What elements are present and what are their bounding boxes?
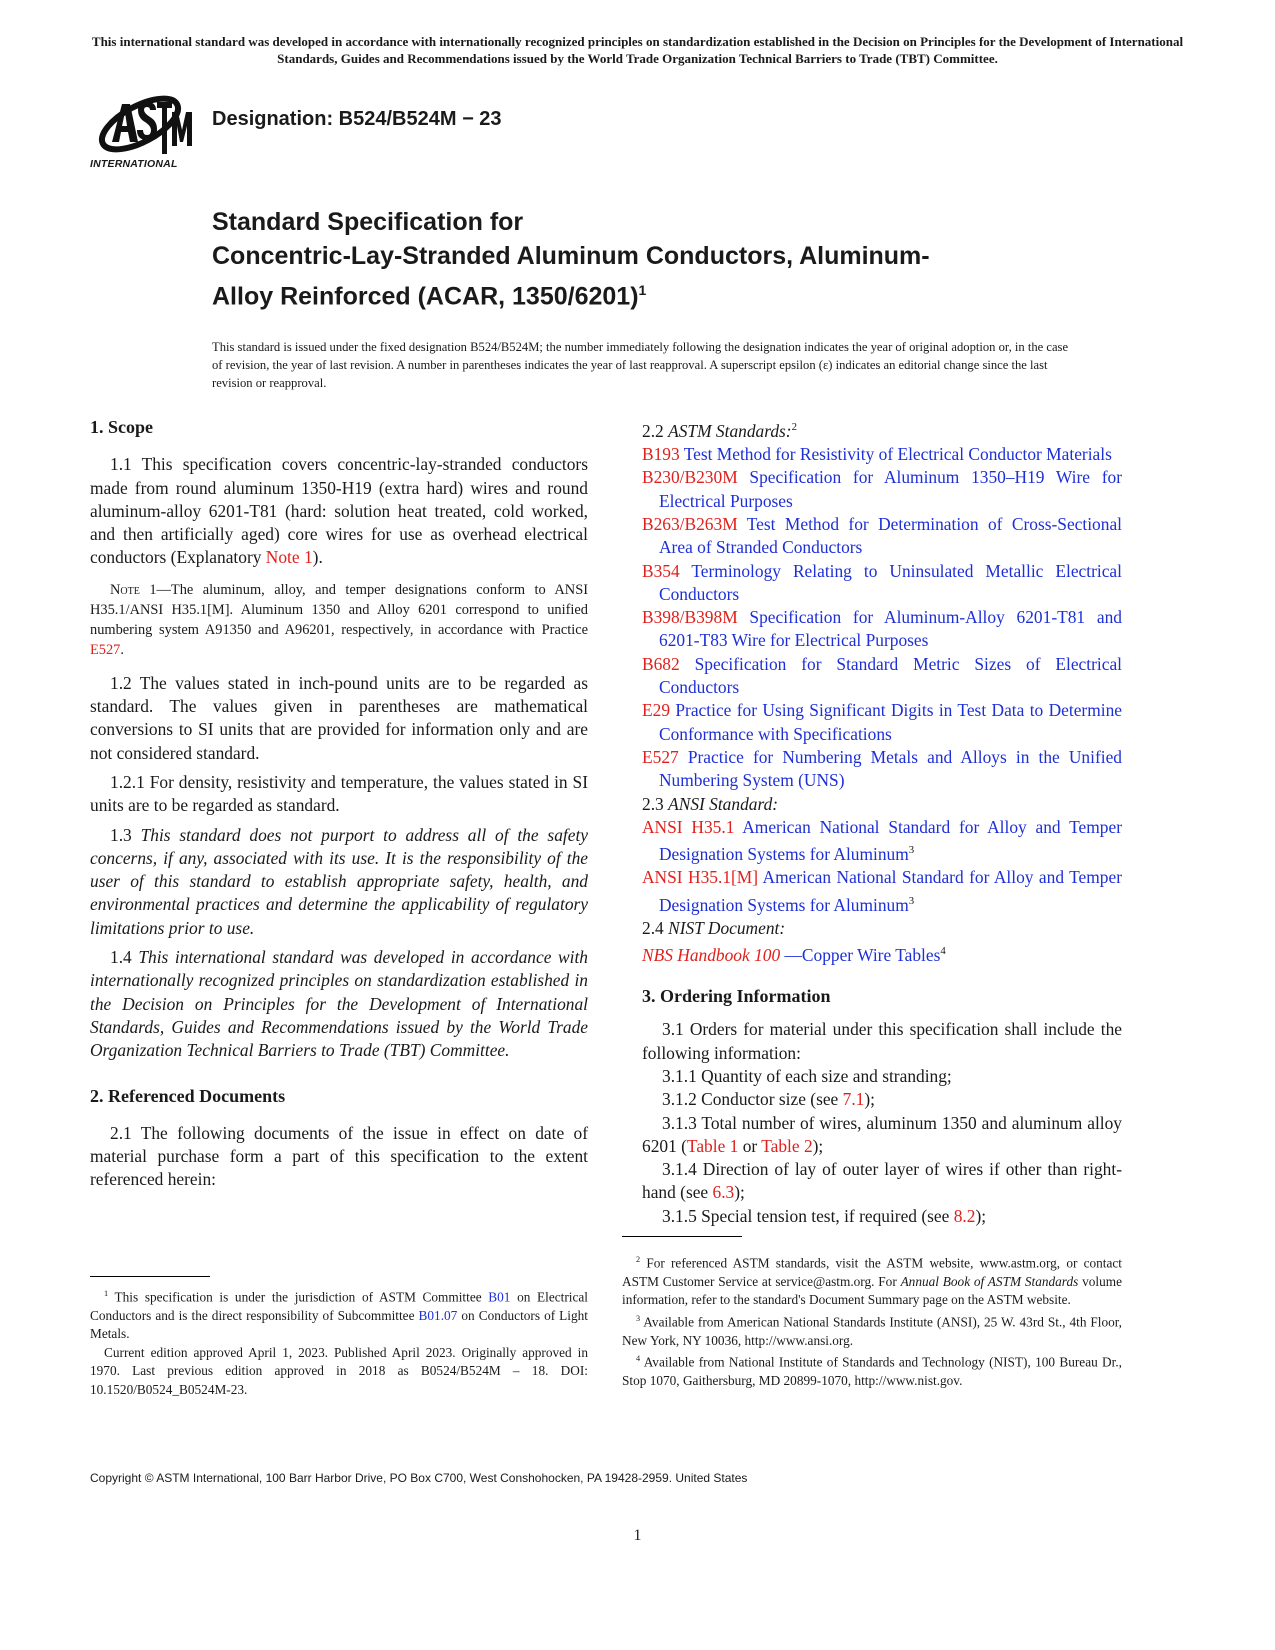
logo-text: INTERNATIONAL xyxy=(90,158,178,170)
nist-code-link[interactable]: NBS Handbook 100 xyxy=(642,944,781,965)
page-number: 1 xyxy=(633,1527,642,1544)
ansi-standard-title-link[interactable]: American National Standard for Alloy and Temper Designation Systems for Aluminum xyxy=(659,867,1122,915)
ansi-standard-code-link[interactable]: ANSI H35.1[M] xyxy=(642,867,759,888)
top-notice: This international standard was developed in accordance with internationally recognized principles on standardization established in the Decision on Principles for the Development of International Standards, Guides and Recommendations issued by the World Trade Organization Technical Barriers to Trade (TBT) Committee. xyxy=(91,34,1184,66)
ansi-standard-reference xyxy=(642,816,1122,866)
para-3-1-5: 3.1.5 Special tension test, if required (see 8.2); xyxy=(662,1205,987,1226)
astm-standard-title-link[interactable]: Test Method for Resistivity of Electrical Conductor Materials xyxy=(679,444,1112,465)
ansi-standard-label: 2.3 ANSI Standard: xyxy=(642,793,779,814)
astm-standard-code-link[interactable]: B230/B230M xyxy=(642,467,738,488)
title-footnote-mark: 1 xyxy=(638,282,647,298)
note-1: Note 1—The aluminum, alloy, and temper designations conform to ANSI H35.1/ANSI H35.1[M]. Aluminum 1350 and Alloy 6201 correspond to unified numbering system A91350 and A96201, respectively, in accordance with Practice E527. xyxy=(90,581,588,658)
astm-standards-list xyxy=(642,443,1122,792)
astm-standard-reference xyxy=(642,443,1122,466)
astm-standards-label: 2.2 ASTM Standards:$^2$ xyxy=(642,420,797,441)
footnote-4: $^4$ Available from National Institute of Standards and Technology (NIST), 100 Bureau Dr., Stop 1070, Gaithersburg, MD 20899-1070, http://www.nist.gov. xyxy=(622,1354,1122,1389)
designation: Designation: B524/B524M − 23 xyxy=(212,108,502,130)
astm-standard-title-link[interactable]: Specification for Standard Metric Sizes of Electrical Conductors xyxy=(659,653,1122,698)
ansi-standard-reference xyxy=(642,866,1122,916)
title-line-3: Alloy Reinforced (ACAR, 1350/6201)$^1$ xyxy=(212,282,647,311)
para-2-1: 2.1 The following documents of the issue in effect on date of material purchase form a part of this specification to the extent referenced herein: xyxy=(90,1122,588,1190)
para-1-2: 1.2 The values stated in inch-pound units are to be regarded as standard. The values given in parentheses are mathematical conversions to SI units that are provided for information only and are not considered standard. xyxy=(90,672,588,763)
astm-standard-code-link[interactable]: B193 xyxy=(642,444,680,465)
para-3-1-2: 3.1.2 Conductor size (see 7.1); xyxy=(662,1089,875,1110)
footnote-rule xyxy=(90,1276,210,1277)
nist-document-label: 2.4 NIST Document: xyxy=(642,917,786,938)
link-8-2[interactable]: 8.2 xyxy=(953,1205,976,1226)
ansi-standards-list xyxy=(642,816,1122,917)
footnote-mark: 3 xyxy=(908,894,915,907)
astm-standard-code-link[interactable]: B354 xyxy=(642,560,680,581)
astm-standard-reference xyxy=(642,560,1122,607)
link-7-1[interactable]: 7.1 xyxy=(842,1089,865,1110)
astm-standard-code-link[interactable]: E29 xyxy=(642,700,671,721)
section-3-heading: 3. Ordering Information xyxy=(642,986,831,1007)
section-1-heading: 1. Scope xyxy=(90,417,153,437)
astm-standard-code-link[interactable]: B398/B398M xyxy=(642,607,738,628)
para-3-1-4: 3.1.4 Direction of lay of outer layer of wires if other than right-hand (see 6.3); xyxy=(642,1159,1122,1203)
copyright-line: Copyright © ASTM International, 100 Barr Harbor Drive, PO Box C700, West Conshohocken, PA 19428-2959. United States xyxy=(90,1471,748,1485)
astm-standard-title-link[interactable]: Specification for Aluminum 1350–H19 Wire for Electrical Purposes xyxy=(659,467,1122,511)
astm-standard-title-link[interactable]: Practice for Using Significant Digits in Test Data to Determine Conformance with Specifications xyxy=(659,700,1122,744)
right-column xyxy=(642,416,1122,1228)
footnotes-right xyxy=(622,1236,1122,1391)
astm-standard-code-link[interactable]: B682 xyxy=(642,653,680,674)
table-2-link[interactable]: Table 2 xyxy=(761,1135,813,1156)
astm-logo xyxy=(90,84,202,180)
para-3-1-3: 3.1.3 Total number of wires, aluminum 1350 and aluminum alloy 6201 (Table 1 or Table 2); xyxy=(642,1112,1122,1156)
astm-standard-reference xyxy=(642,466,1122,513)
note-1-link[interactable]: Note 1 xyxy=(265,547,313,568)
para-3-1: 3.1 Orders for material under this specification shall include the following information: xyxy=(642,1019,1122,1063)
footnote-rule xyxy=(622,1236,742,1237)
footnote-1: $^1$ This specification is under the jurisdiction of ASTM Committee B01 on Electrical Conductors and is the direct responsibility of Subcommittee B01.07 on Conductors of Light Metals. xyxy=(90,1289,588,1342)
astm-standard-reference xyxy=(642,513,1122,560)
document-title xyxy=(212,205,1112,313)
table-1-link[interactable]: Table 1 xyxy=(686,1135,739,1156)
para-1-2-1: 1.2.1 For density, resistivity and temperature, the values stated in SI units are to be regarded as standard. xyxy=(90,771,588,816)
e527-link[interactable]: E527 xyxy=(90,641,121,658)
b01-07-link[interactable]: B01.07 xyxy=(418,1307,458,1323)
astm-standard-title-link[interactable]: Test Method for Determination of Cross-Sectional Area of Stranded Conductors xyxy=(659,513,1122,558)
astm-standard-code-link[interactable]: B263/B263M xyxy=(642,513,738,534)
astm-standard-reference xyxy=(642,653,1122,700)
b01-link[interactable]: B01 xyxy=(488,1289,511,1305)
footnote-3: $^3$ Available from American National Standards Institute (ANSI), 25 W. 43rd St., 4th Floor, New York, NY 10036, http://www.ansi.org. xyxy=(622,1313,1122,1348)
title-line-1: Standard Specification for xyxy=(212,208,524,236)
astm-standard-title-link[interactable]: Terminology Relating to Uninsulated Metallic Electrical Conductors xyxy=(659,560,1122,604)
para-1-1: 1.1 This specification covers concentric-lay-stranded conductors made from round aluminum 1350-H19 (extra hard) wires and round aluminum-alloy 6201-T81 (hard: solution heat treated, cold worked, and then artificially aged) core wires for use as overhead electrical conductors (Explanatory Note 1). xyxy=(90,454,588,568)
issuance-statement: This standard is issued under the fixed designation B524/B524M; the number immediately following the designation indicates the year of original adoption or, in the case of revision, the year of last revision. A number in parentheses indicates the year of last reapproval. A superscript epsilon (ε) indicates an editorial change since the last revision or reapproval. xyxy=(212,340,1069,390)
nist-reference: NBS Handbook 100 —Copper Wire Tables$^4$ xyxy=(642,944,946,965)
footnotes-left xyxy=(90,1276,588,1399)
para-1-3: 1.3 This standard does not purport to address all of the safety concerns, if any, associated with its use. It is the responsibility of the user of this standard to establish appropriate safety, health, and environmental practices and determine the applicability of regulatory limitations prior to use. xyxy=(90,824,588,938)
astm-standard-reference xyxy=(642,606,1122,653)
title-line-2: Concentric-Lay-Stranded Aluminum Conductors, Aluminum- xyxy=(212,242,930,270)
nist-title-link[interactable]: —Copper Wire Tables xyxy=(780,944,941,965)
ansi-standard-code-link[interactable]: ANSI H35.1 xyxy=(642,816,735,837)
footnote-mark: 3 xyxy=(908,844,915,857)
footnote-2: $^2$ For referenced ASTM standards, visit the ASTM website, www.astm.org, or contact ASTM Customer Service at service@astm.org. For Annual Book of ASTM Standards volume information, refer to the standard's Document Summary page on the ASTM website. xyxy=(622,1255,1122,1308)
para-1-4: 1.4 This international standard was developed in accordance with internationally recognized principles on standardization established in the Decision on Principles for the Development of International Standards, Guides and Recommendations issued by the World Trade Organization Technical Barriers to Trade (TBT) Committee. xyxy=(90,947,588,1061)
astm-standard-reference xyxy=(642,746,1122,793)
astm-standard-title-link[interactable]: Specification for Aluminum-Alloy 6201-T81 and 6201-T83 Wire for Electrical Purposes xyxy=(659,607,1122,651)
astm-standard-title-link[interactable]: Practice for Numbering Metals and Alloys in the Unified Numbering System (UNS) xyxy=(659,746,1122,791)
left-column xyxy=(90,416,588,1198)
section-2-heading: 2. Referenced Documents xyxy=(90,1085,286,1106)
para-3-1-1: 3.1.1 Quantity of each size and stranding; xyxy=(662,1065,952,1086)
astm-standard-reference xyxy=(642,699,1122,746)
link-6-3[interactable]: 6.3 xyxy=(712,1182,735,1203)
footnote-1-edition: Current edition approved April 1, 2023. Published April 2023. Originally approved in 1970. Last previous edition approved in 2018 as B0524/B524M – 18. DOI: 10.1520/B0524_B0524M-23. xyxy=(90,1344,588,1397)
astm-standard-code-link[interactable]: E527 xyxy=(642,746,679,767)
ansi-standard-title-link[interactable]: American National Standard for Alloy and Temper Designation Systems for Aluminum xyxy=(659,816,1122,864)
